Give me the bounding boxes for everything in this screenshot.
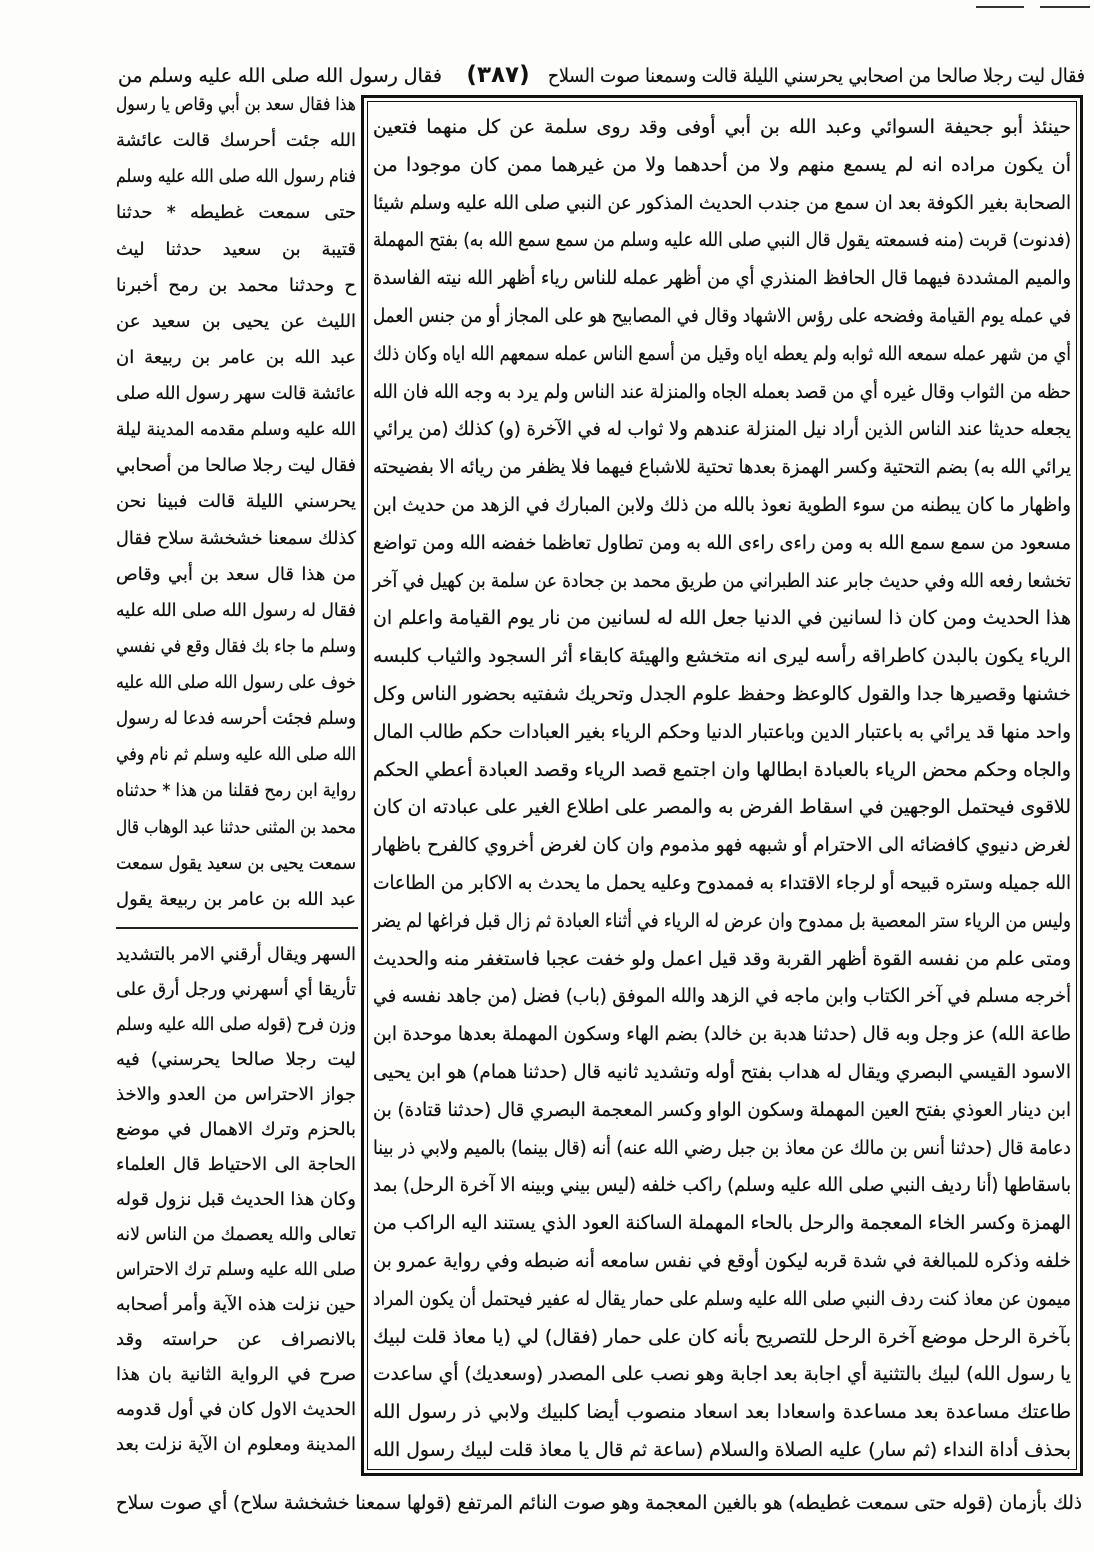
main-text-line: واظهار ما كان يبطنه من سوء الطوية نعوذ بالله من ذلك ولابن المبارك في الزهد من حديث ابن bbox=[373, 493, 1072, 516]
margin-commentary-line: تعالى والله يعصمك من الناس لانه bbox=[116, 1224, 356, 1245]
margin-hadith-line: الله جئت أحرسك قالت عائشة bbox=[116, 130, 356, 152]
corner-marks bbox=[976, 6, 1090, 9]
main-text-line: هذا الحديث ومن كان ذا لسانين في الدنيا جعل الله له لسانين من نار يوم القيامة واعلم ان bbox=[373, 607, 1072, 630]
main-text-line: حينئذ أبو جحيفة السوائي وعبد الله بن أبي أوفى وقد روى سلمة عن كل منهما فتعين bbox=[373, 116, 1071, 138]
margin-commentary-column bbox=[116, 940, 356, 1460]
main-text-line: طاعة الله) عز وجل وبه قال (حدثنا هدبة بن خالد) بضم الهاء وسكون المهملة بعدها موحدة ابن bbox=[373, 1023, 1071, 1046]
margin-commentary-line: بالانصراف عن حراسته وقد bbox=[116, 1329, 356, 1350]
main-text-line: دعامة قال (حدثنا أنس بن مالك عن معاذ بن جبل رضي الله عنه) أنه (قال بينما) بالميم ولابي ذر بينا bbox=[373, 1136, 1071, 1159]
main-text-line: يرائي الله به) بضم التحتية وكسر الهمزة بعدها تحتية للاشباع فيهما فلا يظفر من ريائه الا بفضيحته bbox=[372, 456, 1071, 479]
main-text-line: باسقاطها (أنا رديف النبي صلى الله عليه وسلم) راكب خلفه (ليس بيني وبينه الا آخرة الرحل) بمد bbox=[373, 1174, 1072, 1197]
main-text-line: والجاه وحكم محض الرياء بالعبادة ابطالها وان اجتمع قصد الرياء وقصد العبادة أعطي الحكم bbox=[373, 758, 1072, 781]
main-text-line: يا رسول الله) لبيك بالتثنية أي اجابة بعد اجابة وهو نصب على المصدر (وسعديك) أي ساعدت bbox=[373, 1363, 1071, 1386]
margin-commentary-line: الحديث الاول كان في أول قدومه bbox=[116, 1399, 357, 1420]
margin-hadith-line: الله صلى الله عليه وسلم ثم نام وفي bbox=[116, 744, 356, 766]
margin-hadith-line: وسلم فجئت أحرسه فدعا له رسول bbox=[116, 708, 356, 730]
margin-hadith-line: خوف على رسول الله صلى الله عليه bbox=[116, 672, 356, 693]
main-text-line: بآخرة الرحل موضع آخرة الرحل للتصريح بأنه كان على حمار (فقال) لي (يا معاذ قلت لبيك bbox=[373, 1325, 1071, 1348]
margin-separator bbox=[116, 927, 358, 929]
margin-hadith-line: سمعت يحيى بن سعيد يقول سمعت bbox=[116, 852, 357, 874]
footer-commentary-line: ذلك بأزمان (قوله حتى سمعت غطيطه) هو بالغين المعجمة وهو صوت النائم المرتفع (قولها سمعنا خشخشة سلاح) أي صوت سلاح bbox=[115, 1492, 1082, 1514]
margin-hadith-line: فنام رسول الله صلى الله عليه وسلم bbox=[116, 166, 356, 188]
main-text-line: لغرض دنيوي كافضائه الى الاحترام أو شبهه فهو مذموم وان كان لغرض أخروي كالفرح باظهار bbox=[372, 834, 1071, 857]
main-commentary-text bbox=[373, 112, 1071, 1465]
page-number: (٣٨٧) bbox=[466, 62, 530, 88]
margin-commentary-line: المدينة ومعلوم ان الآية نزلت بعد bbox=[116, 1434, 356, 1455]
main-text-line: ميمون عن معاذ كنت ردف النبي صلى الله عليه وسلم على حمار يقال له عفير فيحتمل أن يكون المراد bbox=[373, 1287, 1071, 1310]
margin-hadith-line: يحرسني الليلة قالت فبينا نحن bbox=[116, 491, 356, 513]
main-text-line: الله جميله وستره قبيحه أو لرجاء الاقتداء به فممدوح وعليه يحمل ما يحدث به الاكابر من الطاعات bbox=[373, 871, 1071, 894]
margin-hadith-line: من هذا قال سعد بن أبي وقاص bbox=[116, 563, 356, 585]
margin-hadith-line: هذا فقال سعد بن أبي وقاص يا رسول bbox=[116, 94, 356, 115]
margin-hadith-line: عبد الله بن عامر بن ربيعة يقول bbox=[116, 888, 356, 910]
main-text-line: تخشعا رفعه الله وفي حديث جابر عند الطبراني من طريق محمد بن جحادة عن سلمة بن كهيل في آخر bbox=[373, 569, 1071, 592]
main-text-line: الرياء يكون بالبدن كاطراقه رأسه ليرى انه متخشع والهيئة كابقاء أثر السجود والثياب كلبسه bbox=[373, 645, 1072, 668]
margin-hadith-line: محمد بن المثنى حدثنا عبد الوهاب قال bbox=[116, 816, 356, 838]
main-text-line: طاعتك مساعدة بعد مساعدة واسعادا بعد اسعاد منصوب أيضا كلبيك ولابي ذر رسول الله bbox=[373, 1401, 1071, 1424]
main-text-line: الصحابة بغير الكوفة بعد ان سمع من جندب الحديث المذكور عن النبي صلى الله عليه وسلم شيئا bbox=[373, 191, 1072, 214]
margin-hadith-column bbox=[116, 90, 356, 915]
margin-hadith-line: وسلم ما جاء بك فقال وقع في نفسي bbox=[116, 635, 356, 657]
margin-hadith-line: قتيبة بن سعيد حدثنا ليث bbox=[116, 238, 356, 260]
margin-commentary-line: وكان هذا الحديث قبل نزول قوله bbox=[116, 1189, 356, 1210]
margin-hadith-line: ح وحدثنا محمد بن رمح أخبرنا bbox=[116, 274, 356, 296]
margin-hadith-line: الليث عن يحيى بن سعيد عن bbox=[116, 310, 356, 332]
margin-commentary-line: ليت رجلا صالحا يحرسني) فيه bbox=[116, 1049, 356, 1070]
running-header-left: فقال رسول الله صلى الله عليه وسلم من bbox=[117, 65, 442, 87]
main-text-line: ابن دينار العوذي بفتح العين المهملة وسكون الواو وكسر المعجمة البصري قال (حدثنا قتادة) بن bbox=[373, 1098, 1072, 1121]
main-text-line: (فدنوت) قربت (منه فسمعته يقول قال النبي صلى الله عليه وسلم من سمع سمع الله به) بفتح المهملة bbox=[372, 229, 1071, 252]
margin-commentary-line: صلى الله عليه وسلم ترك الاحتراس bbox=[116, 1259, 356, 1280]
main-text-line: للاقوى فيحتمل الوجهين في اسقاط الفرض به والمصر على اطلاع الغير على عبادته ان كان bbox=[373, 796, 1071, 819]
main-text-line: خشنها وقصيرها جدا والقول كالوعظ وحفظ علوم الجدل وتحريك شفتيه بحضور الناس وكل bbox=[373, 682, 1071, 705]
margin-commentary-line: وزن فرح (قوله صلى الله عليه وسلم bbox=[116, 1014, 356, 1035]
main-text-line: حظه من الثواب وقال غيره أي من قصد بعمله الجاه والمنزلة عند الناس ولم يرد به وجه الله فان الله bbox=[372, 380, 1071, 403]
margin-hadith-line: عائشة قالت سهر رسول الله صلى bbox=[115, 383, 356, 404]
margin-commentary-line: جواز الاحتراس من العدو والاخذ bbox=[116, 1084, 356, 1105]
main-text-line: يجعله حديثا عند الناس الذين أراد نيل المنزلة عندهم ولا ثواب له في الآخرة (و) كذلك (من يرائي bbox=[373, 418, 1071, 441]
margin-hadith-line: كذلك سمعنا خشخشة سلاح فقال bbox=[116, 527, 357, 549]
corner-mark bbox=[1040, 6, 1090, 8]
margin-commentary-line: تأريقا أي أسهرني ورجل أرق على bbox=[116, 979, 356, 1000]
margin-commentary-line: السهر ويقال أرقني الامر بالتشديد bbox=[116, 944, 357, 965]
main-text-line: بحذف أداة النداء (ثم سار) عليه الصلاة والسلام (ساعة ثم قال يا معاذ قلت لبيك رسول الله bbox=[373, 1438, 1071, 1461]
main-text-line: في عمله يوم القيامة وفضحه على رؤس الاشهاد وقال في المصابيح هو على المجاز أو من جنس العمل bbox=[373, 304, 1072, 327]
main-text-line: أن يكون مراده انه لم يسمع منهم ولا من أحدهما ولا من غيرهما ممن كان موجودا من bbox=[373, 153, 1071, 176]
main-text-line: أي من شهر عمله سمعه الله ثوابه ولم يعطه اياه وقيل من أسمع الناس عمله سمعهم الله اياه وكان ذلك bbox=[373, 342, 1071, 365]
main-text-line: ومتى علم من نفسه القوة أظهر القربة وقد قيل اعمل ولو خفت عجبا فاستغفر منه والحديث bbox=[373, 947, 1071, 970]
margin-hadith-line: حتى سمعت غطيطه * حدثنا bbox=[116, 202, 356, 224]
main-text-line: واحد منها قد يرائي به باعتبار الدين وباعتبار الدنيا وحكم الرياء بغير العبادات حكم طالب المال bbox=[373, 720, 1071, 743]
margin-hadith-line: فقال له رسول الله صلى الله عليه bbox=[116, 599, 357, 621]
margin-hadith-line: رواية ابن رمح فقلنا من هذا * حدثناه bbox=[116, 780, 356, 802]
margin-hadith-line: فقال ليت رجلا صالحا من أصحابي bbox=[116, 455, 357, 477]
margin-commentary-line: صرح في الرواية الثانية بان هذا bbox=[116, 1364, 356, 1385]
margin-commentary-line: بالحزم وترك الاهمال في موضع bbox=[116, 1119, 356, 1140]
corner-mark bbox=[976, 6, 1024, 8]
margin-hadith-line: الله عليه وسلم مقدمه المدينة ليلة bbox=[116, 419, 356, 441]
main-text-line: والميم المشددة فيهما قال الحافظ المنذري أي من أظهر عمله للناس رياء أظهر الله نيته الفاسدة bbox=[372, 267, 1071, 290]
main-text-line: الهمزة وكسر الخاء المعجمة والرحل بالحاء المهملة الساكنة العود الذي يستند اليه الراكب من bbox=[373, 1212, 1071, 1235]
main-text-line: خلفه وذكره للمبالغة في شدة قربه ليكون أوقع في نفس سامعه أنه ضبطه وفي رواية عمرو بن bbox=[373, 1249, 1072, 1272]
main-text-line: مسعود من سمع سمع الله به ومن راءى راءى الله به ومن تطاول تعاظما خفضه الله ومن تواضع bbox=[372, 531, 1071, 554]
main-text-line: الاسود القيسي البصري ويقال له هداب بفتح أوله وتشديد ثانيه قال (حدثنا همام) هو ابن يحيى bbox=[373, 1060, 1071, 1083]
running-header-right: فقال ليت رجلا صالحا من اصحابي يحرسني الليلة قالت وسمعنا صوت السلاح bbox=[547, 65, 1085, 87]
main-text-line: وليس من الرياء ستر المعصية بل ممدوح وان عرض له الرياء في أثناء العبادة ثم زال قبل فراغها لم يضر bbox=[373, 909, 1071, 932]
margin-commentary-line: الحاجة الى الاحتياط قال العلماء bbox=[116, 1154, 356, 1175]
main-text-line: أخرجه مسلم في آخر الكتاب وابن ماجه في الزهد والله الموفق (باب) فضل (من جاهد نفسه في bbox=[373, 985, 1071, 1008]
margin-hadith-line: عبد الله بن عامر بن ربيعة ان bbox=[116, 346, 356, 368]
margin-commentary-line: حين نزلت هذه الآية وأمر أصحابه bbox=[116, 1294, 356, 1315]
